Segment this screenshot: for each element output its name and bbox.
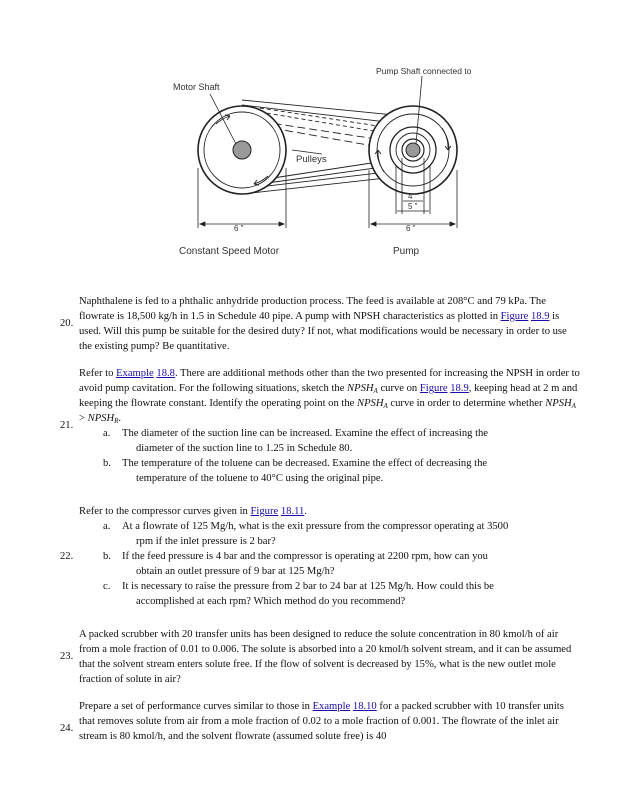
example-number-link[interactable]: 18.8 bbox=[156, 368, 175, 379]
problem-list bbox=[60, 294, 580, 756]
label-pulleys: Pulleys bbox=[296, 154, 327, 165]
figure-link[interactable]: Figure bbox=[500, 311, 529, 322]
figure-number-link[interactable]: 18.11 bbox=[280, 506, 305, 517]
label-motor-shaft: Motor Shaft bbox=[173, 82, 220, 92]
example-link[interactable]: Example bbox=[116, 368, 154, 379]
label-dim-5: 5 " bbox=[408, 202, 418, 211]
problem-text: Naphthalene is fed to a phthalic anhydride production process. The feed is available at 208°C and 79 kPa. The flowrate is 18,500 kg/h in 1.5 in Schedule 40 pipe. A pump with NPSH characteristics as plotted in Figure 18.9 is used. Will this pump be suitable for the desired duty? If not, what modifications would be necessary in order to use the existing pump? Be quantitative. bbox=[79, 296, 567, 352]
problem-intro: Refer to Example 18.8. There are additional methods other than the two presented for increasing the NPSH in order to avoid pump cavitation. For the following situations, sketch the $NPSH_A$ curve on Figure 18.9, keeping head at 2 m and keeping the flowrate constant. Identify the operating point on the $NPSH_A$ curve in order to determine whether $NPSH_A$ > $NPSH_R$. bbox=[79, 368, 580, 425]
problem-24 bbox=[60, 699, 580, 744]
example-number-link[interactable]: 18.10 bbox=[352, 701, 377, 712]
sub-question: b. If the feed pressure is 4 bar and the compressor is operating at 2200 rpm, how can you obtain an outlet pressure of 9 bar at 125 Mg/h? bbox=[103, 551, 488, 577]
problem-22 bbox=[60, 504, 580, 609]
problem-23 bbox=[60, 627, 580, 687]
pump-pulley bbox=[369, 106, 457, 194]
problem-text: A packed scrubber with 20 transfer units has been designed to reduce the solute concentration in 80 kmol/h of air from a mole fraction of 0.01 to 0.006. The solute is absorbed into a 20 kmol/h solvent stream, and it can be assumed that the solvent stream enters solute free. If the flow of solvent is decreased by 15%, what is the new outlet mole fraction of solute in air? bbox=[79, 629, 572, 685]
problem-21 bbox=[60, 366, 580, 486]
sub-question: b. The temperature of the toluene can be decreased. Examine the effect of decreasing the temperature of the toluene to 40°C using the original pipe. bbox=[103, 458, 488, 484]
sub-question: c. It is necessary to raise the pressure from 2 bar to 24 bar at 125 Mg/h. How could this be accomplished at each rpm? Which method do you recommend? bbox=[103, 581, 494, 607]
problem-number: 24. bbox=[60, 723, 74, 734]
problem-20 bbox=[60, 294, 580, 354]
problem-number: 23. bbox=[60, 651, 74, 662]
problem-intro: Refer to the compressor curves given in Figure 18.11. bbox=[79, 506, 307, 517]
sub-question-list bbox=[103, 426, 580, 486]
problem-text: Prepare a set of performance curves similar to those in Example 18.10 for a packed scrubber with 10 transfer units that removes solute from air from a mole fraction of 0.02 to a mole fraction of 0.001. The flowrate of the inlet air stream is 80 kmol/h, and the solvent flowrate (assumed solute free) is 40 bbox=[79, 701, 564, 742]
pulley-diagram-svg bbox=[160, 58, 500, 263]
label-dim-4: 4 " bbox=[408, 192, 418, 201]
figure-number-link[interactable]: 18.9 bbox=[450, 383, 469, 394]
label-dim-6-left: 6 " bbox=[234, 224, 244, 233]
figure-link[interactable]: Figure bbox=[250, 506, 279, 517]
sub-question: a. At a flowrate of 125 Mg/h, what is the exit pressure from the compressor operating at 3500 rpm if the inlet pressure is 2 bar? bbox=[103, 521, 509, 547]
figure-number-link[interactable]: 18.9 bbox=[530, 311, 550, 322]
problem-number: 20. bbox=[60, 318, 74, 329]
motor-pulley bbox=[198, 106, 286, 194]
label-pump-shaft: Pump Shaft connected to bbox=[376, 66, 472, 76]
figure-link[interactable]: Figure bbox=[419, 383, 448, 394]
problem-number: 22. bbox=[60, 551, 74, 562]
problem-number: 21. bbox=[60, 420, 74, 431]
pulley-diagram bbox=[160, 58, 500, 263]
label-constant-speed-motor: Constant Speed Motor bbox=[179, 246, 280, 257]
sub-question-list bbox=[103, 519, 580, 609]
label-pump: Pump bbox=[393, 246, 420, 257]
label-dim-6-right: 6 " bbox=[406, 224, 416, 233]
sub-question: a. The diameter of the suction line can be increased. Examine the effect of increasing the diameter of the suction line to 1.25 in Schedule 80. bbox=[103, 428, 489, 454]
example-link[interactable]: Example bbox=[312, 701, 351, 712]
